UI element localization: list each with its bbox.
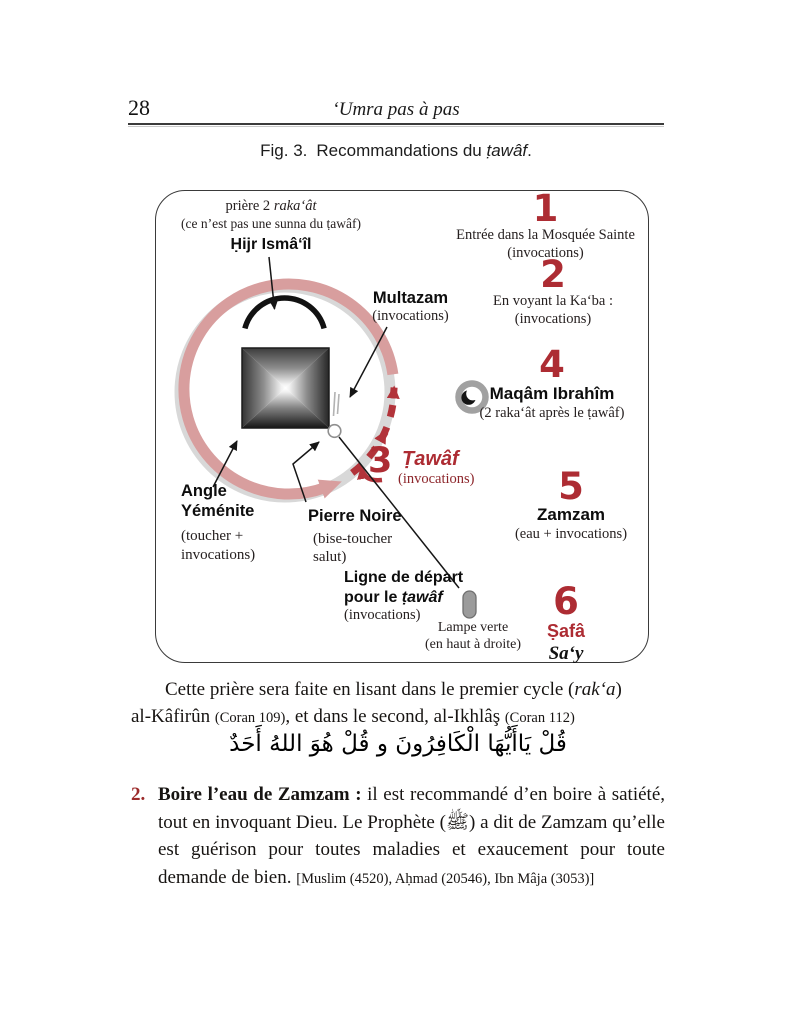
tawaf-diagram [155, 187, 649, 665]
pierre-noire-label [308, 506, 402, 567]
paragraph-lead: Boire l’eau de Zamzam : [158, 784, 362, 805]
step-3-number: 3 [368, 441, 393, 481]
page-number: 28 [128, 95, 150, 120]
green-lamp-line2: (en haut à droite) [424, 637, 521, 653]
multazam-mark-2 [338, 394, 340, 414]
arabic-verse: قُلْ يَاأَيُّهَا الْكَافِرُونَ و قُلْ هُوَ اللهُ أَحَدٌ [229, 731, 567, 757]
step-2-line1: En voyant la Ka‘ba : [493, 293, 613, 310]
step-6-number: 6 [553, 580, 579, 623]
figure-caption-main: Recommandations du [316, 141, 487, 160]
step-5 [481, 465, 661, 544]
figure-caption-italic: ṭawâf [486, 141, 528, 160]
green-lamp-line1: Lampe verte [437, 620, 509, 635]
step-6 [486, 580, 646, 665]
paragraph-references: [Muslim (4520), Aḥmad (20546), Ibn Mâja (3053)] [296, 870, 595, 887]
figure-caption-prefix: Fig. 3. [260, 141, 308, 160]
hijr-title: Ḥijr Ismâ‘îl [230, 235, 312, 253]
figure-caption-suffix: . [527, 141, 532, 160]
paragraph-body: il est recommandé d’en boire à satiété, tout en invoquant Dieu. Le Prophète (ﷺ) a dit de Zamzam qu’elle est guérison pour toutes maladies et exaucement pour toute demande de bien. [158, 784, 665, 888]
start-line-title: Ligne de départ pour le ṭawâf [344, 569, 464, 606]
step-5-number: 5 [558, 465, 584, 508]
angle-yemenite-sub: (toucher + invocations) [181, 528, 256, 563]
step-6-subtitle: Sa‘y [548, 643, 584, 665]
multazam-sub: (invocations) [372, 308, 449, 325]
multazam-mark [334, 392, 336, 416]
step-5-title: Zamzam [536, 505, 606, 525]
figure-caption [128, 141, 664, 161]
hijr-line1: prière 2 raka‘ât [225, 198, 317, 214]
black-stone-marker [328, 425, 341, 438]
step-3-title: Ṭawâf [402, 448, 459, 470]
tawaf-direction-arrow-1 [381, 432, 385, 440]
hijr-label [161, 198, 381, 254]
prayer-paragraph-line1: Cette prière sera faite en lisant dans le premier cycle (rak‘a) [165, 679, 622, 700]
step-1-line1: Entrée dans la Mosquée Sainte [456, 227, 635, 244]
angle-yemenite-title: Angle Yéménite [181, 482, 255, 521]
zamzam-paragraph [131, 781, 665, 893]
step-4-title: Maqâm Ibrahîm [489, 384, 615, 404]
start-line-label [344, 568, 463, 625]
pierre-noire-sub: (bise-toucher salut) [313, 531, 393, 566]
header-rule-shadow [128, 126, 664, 127]
step-2 [453, 253, 653, 329]
step-4-number: 4 [539, 343, 565, 386]
step-4 [456, 343, 648, 423]
step-1-number: 1 [532, 187, 559, 230]
pierre-noire-title: Pierre Noire [308, 507, 402, 525]
kaaba-square [242, 348, 329, 428]
paragraph-number: 2. [131, 784, 146, 805]
angle-yemenite-label [181, 481, 255, 564]
multazam-label [348, 288, 473, 326]
step-2-number: 2 [540, 253, 566, 296]
step-3-sub: (invocations) [398, 471, 475, 487]
prayer-paragraph-line2: al-Kâfirûn (Coran 109), et dans le second, al-Ikhlâş (Coran 112) [131, 706, 575, 727]
hijr-arc [245, 298, 324, 328]
tawaf-direction-arrow-2 [394, 388, 395, 396]
hijr-line2: (ce n’est pas une sunna du ṭawâf) [181, 215, 361, 231]
multazam-title: Multazam [372, 289, 449, 307]
step-6-title: Ṣafâ [546, 621, 586, 642]
start-line-sub: (invocations) [344, 607, 421, 624]
step-4-sub: (2 raka‘ât après le ṭawâf) [479, 405, 625, 422]
step-5-sub: (eau + invocations) [514, 526, 628, 543]
green-lamp-icon [463, 591, 476, 618]
running-title: ‘Umra pas à pas [332, 99, 460, 120]
header-rule [128, 123, 664, 125]
step-2-line2: (invocations) [514, 311, 592, 328]
step-1-line2: (invocations) [507, 245, 584, 262]
